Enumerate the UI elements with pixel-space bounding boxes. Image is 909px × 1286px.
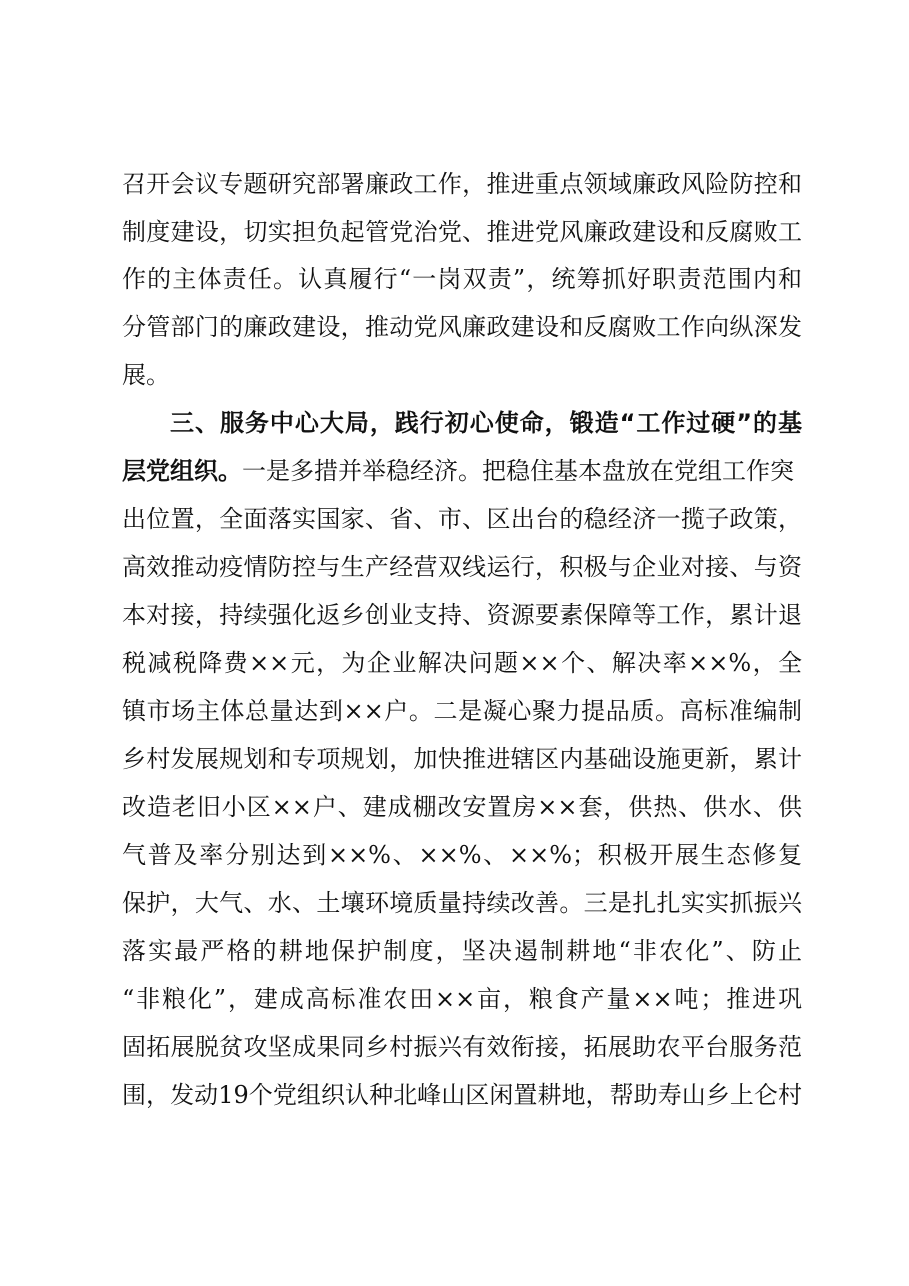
section-heading: 三、服务中心大局，践行初心使命，锻造“工作过硬”的基 <box>170 409 802 437</box>
paragraph-line: 围，发动19个党组织认种北峰山区闲置耕地，帮助寿山乡上仑村 <box>122 1081 802 1109</box>
paragraph-line: 镇市场主体总量达到××户。二是凝心聚力提品质。高标准编制 <box>122 697 802 725</box>
paragraph-line: 改造老旧小区××户、建成棚改安置房××套，供热、供水、供 <box>122 793 802 821</box>
paragraph-line: 税减税降费××元，为企业解决问题××个、解决率××%，全 <box>122 649 802 677</box>
paragraph-line: 分管部门的廉政建设，推动党风廉政建设和反腐败工作向纵深发 <box>122 313 802 341</box>
paragraph-line: 制度建设，切实担负起管党治党、推进党风廉政建设和反腐败工 <box>122 218 802 246</box>
paragraph-line: 固拓展脱贫攻坚成果同乡村振兴有效衔接，拓展助农平台服务范 <box>122 1033 802 1061</box>
paragraph-line: 乡村发展规划和专项规划，加快推进辖区内基础设施更新，累计 <box>122 745 802 773</box>
paragraph-line: 本对接，持续强化返乡创业支持、资源要素保障等工作，累计退 <box>122 601 802 629</box>
paragraph-line: 召开会议专题研究部署廉政工作，推进重点领域廉政风险防控和 <box>122 170 802 198</box>
paragraph-line: 落实最严格的耕地保护制度，坚决遏制耕地“非农化”、防止 <box>122 937 802 965</box>
paragraph-line: 出位置，全面落实国家、省、市、区出台的稳经济一揽子政策， <box>122 505 802 533</box>
paragraph-text: 一是多措并举稳经济。把稳住基本盘放在党组工作突 <box>242 457 794 485</box>
paragraph-line: 展。 <box>122 361 170 389</box>
paragraph-line: 作的主体责任。认真履行“一岗双责”，统筹抓好职责范围内和 <box>122 265 802 293</box>
paragraph-line: 高效推动疫情防控与生产经营双线运行，积极与企业对接、与资 <box>122 553 802 581</box>
section-heading-end: 层党组织。 <box>122 457 242 485</box>
paragraph-line: “非粮化”，建成高标准农田××亩，粮食产量××吨；推进巩 <box>122 985 802 1013</box>
paragraph-line: 气普及率分别达到××%、××%、××%；积极开展生态修复 <box>122 841 802 869</box>
paragraph-line: 保护，大气、水、土壤环境质量持续改善。三是扎扎实实抓振兴 <box>122 889 802 917</box>
heading-continuation-line <box>122 455 802 487</box>
